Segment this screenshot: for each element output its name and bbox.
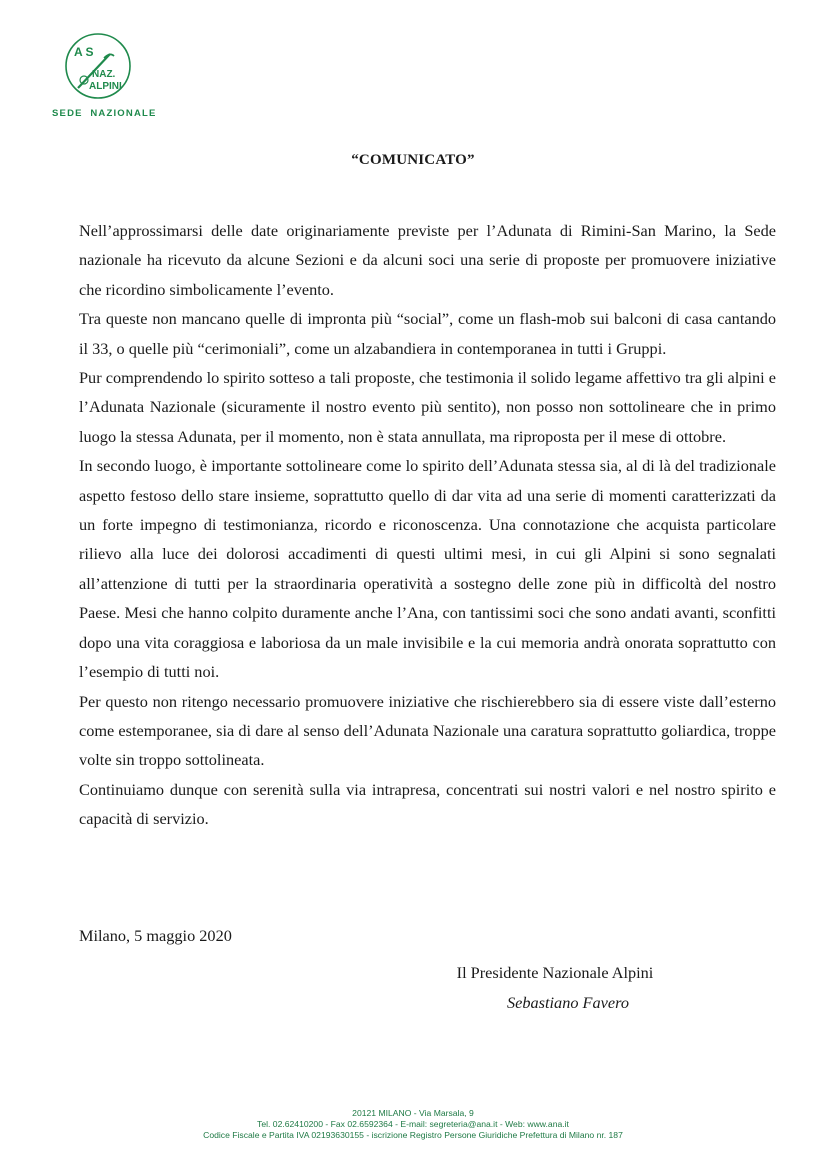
footer-address: 20121 MILANO - Via Marsala, 9 <box>352 1108 474 1118</box>
logo-caption: SEDE NAZIONALE <box>52 108 157 119</box>
signature-role: Il Presidente Nazionale Alpini <box>456 963 654 982</box>
logo-text-mid: NAZ. <box>92 69 116 80</box>
document-body <box>79 216 776 834</box>
paragraph: Nell’approssimarsi delle date originariamente previste per l’Adunata di Rimini-San Marino, la Sede nazionale ha ricevuto da alcune Sezioni e da alcuni soci una serie di proposte per promuovere iniziative che ricordino simbolicamente l’evento. <box>79 221 776 299</box>
footer <box>0 1108 826 1141</box>
signature-block <box>400 958 710 1018</box>
document-title: “COMUNICATO” <box>351 152 475 168</box>
logo-text-top: A S <box>74 45 94 59</box>
logo-text-bottom: ALPINI <box>89 81 122 92</box>
ana-logo <box>64 32 132 100</box>
footer-legal: Codice Fiscale e Partita IVA 02193630155 - iscrizione Registro Persone Giuridiche Prefettura di Milano nr. 187 <box>203 1130 623 1140</box>
footer-contacts: Tel. 02.62410200 - Fax 02.6592364 - E-mail: segreteria@ana.it - Web: www.ana.it <box>257 1119 569 1129</box>
paragraph: Per questo non ritengo necessario promuovere iniziative che rischierebbero sia di essere viste dall’esterno come estemporanee, sia di dare al senso dell’Adunata Nazionale una caratura soprattutto goliardica, troppe volte sin troppo sottolineata. <box>79 691 776 770</box>
paragraph: Continuiamo dunque con serenità sulla via intrapresa, concentrati sui nostri valori e nel nostro spirito e capacità di servizio. <box>79 779 776 829</box>
date-line: Milano, 5 maggio 2020 <box>79 926 232 945</box>
paragraph: Pur comprendendo lo spirito sotteso a tali proposte, che testimonia il solido legame affettivo tra gli alpini e l’Adunata Nazionale (sicuramente il nostro evento più sentito), non posso non sottolineare che in primo luogo la stessa Adunata, per il momento, non è stata annullata, ma riproposta per il mese di ottobre. <box>79 368 776 446</box>
paragraph: In secondo luogo, è importante sottolineare come lo spirito dell’Adunata stessa sia, al di là del tradizionale aspetto festoso dello stare insieme, soprattutto quello di dar vita ad una serie di momenti caratterizzati da un forte impegno di testimonianza, ricordo e riconoscenza. Una connotazione che acquista particolare rilievo alla luce dei dolorosi accadimenti di questi ultimi mesi, in cui gli Alpini si sono segnalati all’attenzione di tutti per la straordinaria operatività a sostegno delle zone più in difficoltà del nostro Paese. Mesi che hanno colpito duramente anche l’Ana, con tantissimi soci che sono andati avanti, sconfitti dopo una vita coraggiosa e laboriosa da un male invisibile e la cui memoria andrà onorata soprattutto con l’esempio di tutti noi. <box>79 456 776 682</box>
signature-name: Sebastiano Favero <box>507 993 629 1013</box>
paragraph: Tra queste non mancano quelle di impronta più “social”, come un flash-mob sui balconi di casa cantando il 33, o quelle più “cerimoniali”, come un alzabandiera in contemporanea in tutti i Gruppi. <box>79 309 776 358</box>
ana-logo-emblem <box>64 32 132 100</box>
